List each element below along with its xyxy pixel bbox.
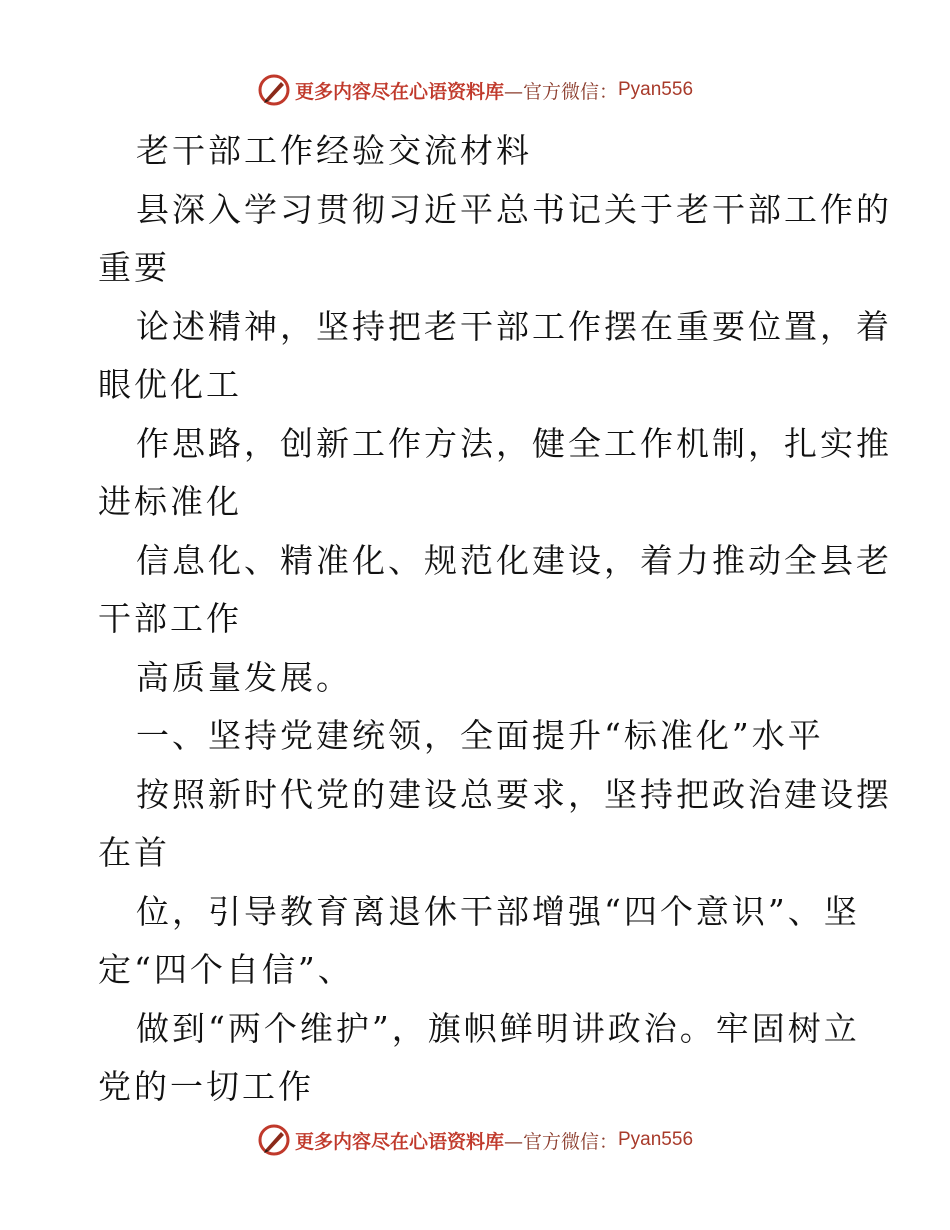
text-line: 县深入学习贯彻习近平总书记关于老干部工作的 <box>136 189 892 229</box>
text-line: 党的一切工作 <box>98 1067 314 1106</box>
text-line: 做到“两个维护”，旗帜鲜明讲政治。牢固树立 <box>136 1008 860 1048</box>
watermark-separator: —官方微信： <box>503 80 618 103</box>
document-body <box>98 122 892 1117</box>
watermark-text: 更多内容尽在心语资料库 <box>294 1130 504 1153</box>
text-line: 论述精神，坚持把老干部工作摆在重要位置，着 <box>136 306 892 346</box>
text-line: 重要 <box>98 248 170 287</box>
watermark-wechat-id: Pyan556 <box>618 1129 694 1150</box>
header-watermark <box>0 70 950 110</box>
text-line: 眼优化工 <box>98 365 242 404</box>
footer-watermark <box>0 1120 950 1160</box>
text-line: 位，引导教育离退休干部增强“四个意识”、坚 <box>136 891 860 931</box>
watermark-text: 更多内容尽在心语资料库 <box>294 80 504 103</box>
text-line: 定“四个自信”、 <box>98 950 354 989</box>
text-line: 高质量发展。 <box>136 657 352 697</box>
text-line: 按照新时代党的建设总要求，坚持把政治建设摆 <box>136 774 892 814</box>
text-line: 信息化、精准化、规范化建设，着力推动全县老 <box>136 540 892 580</box>
pen-logo-icon <box>257 73 291 107</box>
text-line: 干部工作 <box>98 599 242 638</box>
watermark-separator: —官方微信： <box>503 1130 618 1153</box>
text-line: 老干部工作经验交流材料 <box>136 131 532 170</box>
text-line: 进标准化 <box>98 482 242 521</box>
section-heading: 一、坚持党建统领，全面提升“标准化”水平 <box>136 716 824 755</box>
pen-logo-icon <box>257 1123 291 1157</box>
text-line: 在首 <box>98 833 170 872</box>
watermark-wechat-id: Pyan556 <box>618 79 694 100</box>
text-line: 作思路，创新工作方法，健全工作机制，扎实推 <box>136 423 892 463</box>
